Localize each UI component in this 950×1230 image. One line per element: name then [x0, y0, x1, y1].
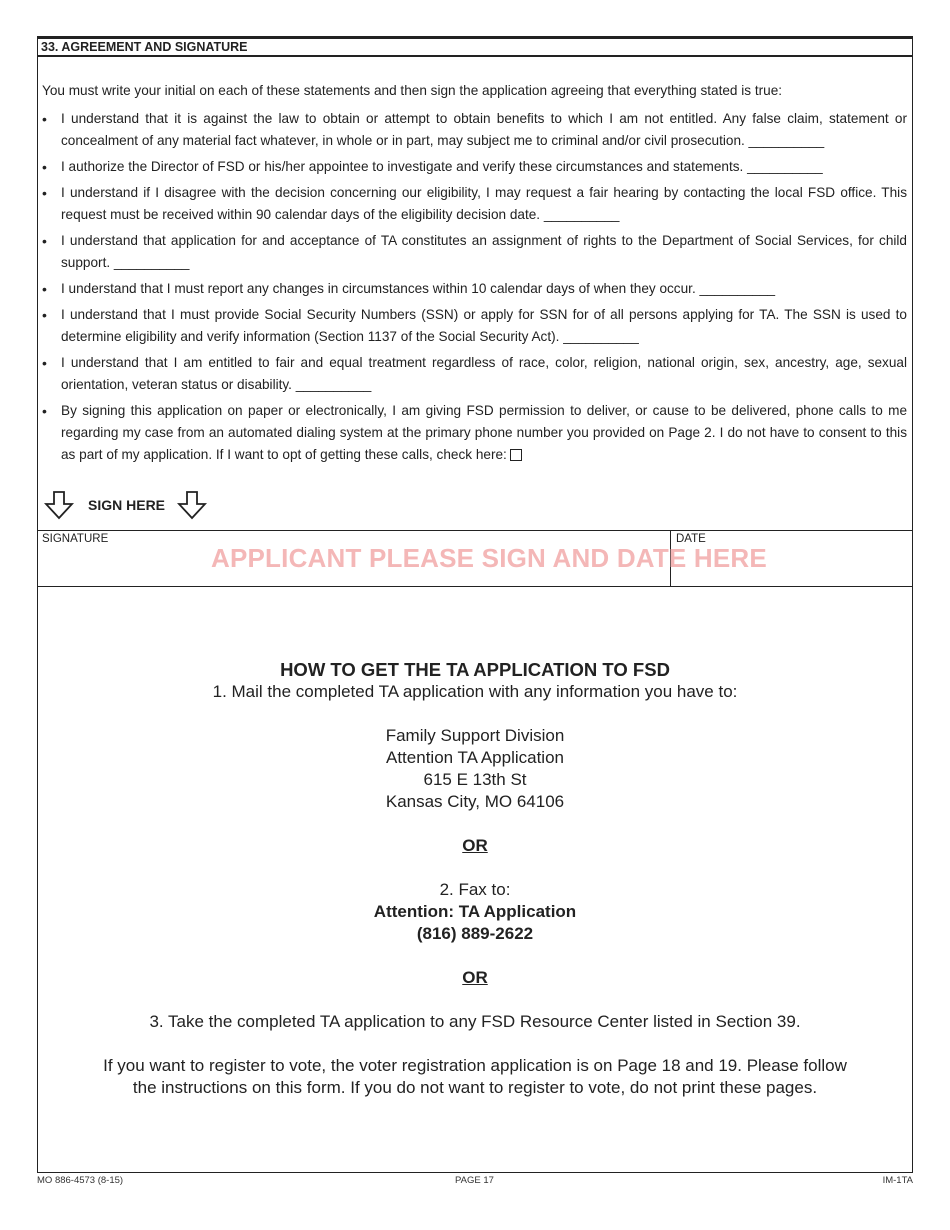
signature-label: SIGNATURE [42, 533, 109, 545]
bullet-icon: • [42, 185, 47, 201]
statement-text: I understand that I must report any changes in circumstances within 10 calendar days of when they occur. __________ [61, 281, 776, 296]
or-separator: OR [462, 968, 488, 987]
address-line: 615 E 13th St [423, 770, 527, 789]
statement-text: I understand that I must provide Social Security Numbers (SSN) or apply for SSN for of all persons applying for TA. The SSN is used to determine eligibility and verify information (Section 1137 of the Social Security Act). __________ [61, 307, 907, 344]
address-line: Attention TA Application [386, 748, 564, 767]
statement-text: By signing this application on paper or electronically, I am giving FSD permission to deliver, or cause to be delivered, phone calls to me regarding my case from an automated dialing system at the primary phone number you provided on Page 2. I do not have to consent to this as part of my application. If I want to opt of getting these calls, check here: [61, 403, 907, 462]
statement-item [38, 352, 910, 396]
statement-item [38, 304, 910, 348]
signature-row [37, 530, 913, 587]
statement-item [38, 400, 910, 466]
address-line: Family Support Division [385, 726, 565, 745]
opt-out-checkbox[interactable] [510, 449, 522, 461]
statement-text: I understand that application for and acceptance of TA constitutes an assignment of rights to the Department of Social Services, for child support. __________ [61, 233, 907, 270]
form-code: IM-1TA [882, 1175, 913, 1186]
address-line: Kansas City, MO 64106 [385, 792, 565, 811]
voter-note: If you want to register to vote, the voter registration application is on Page 18 and 19. Please follow [103, 1056, 847, 1075]
sign-watermark: APPLICANT PLEASE SIGN AND DATE HERE [211, 543, 767, 573]
bullet-icon: • [42, 281, 47, 297]
statement-item [38, 230, 910, 274]
statement-list [38, 108, 910, 470]
statement-item [38, 108, 910, 152]
statement-text: I understand if I disagree with the decision concerning our eligibility, I may request a fair hearing by contacting the local FSD office. This request must be received within 90 calendar days of the eligibility decision date. __________ [61, 185, 907, 222]
sign-here-marker [44, 489, 294, 521]
bullet-icon: • [42, 307, 47, 323]
statement-text: I understand that I am entitled to fair and equal treatment regardless of race, color, religion, national origin, sex, ancestry, age, sexual orientation, veteran status or disability. __________ [61, 355, 907, 392]
sign-here-label: SIGN HERE [88, 497, 166, 513]
fax-step: 2. Fax to: [439, 880, 511, 899]
section-title: 33. AGREEMENT AND SIGNATURE [38, 39, 912, 57]
fax-attention: Attention: TA Application [373, 902, 577, 921]
statement-text: I authorize the Director of FSD or his/her appointee to investigate and verify these circumstances and statements. __________ [61, 159, 823, 174]
submission-instructions [38, 659, 912, 1099]
resource-center-step: 3. Take the completed TA application to any FSD Resource Center listed in Section 39. [149, 1012, 801, 1031]
bullet-icon: • [42, 159, 47, 175]
fax-number: (816) 889-2622 [416, 924, 534, 943]
mail-step: 1. Mail the completed TA application with any information you have to: [212, 682, 738, 701]
date-label: DATE [676, 533, 706, 545]
page-number: PAGE 17 [455, 1175, 494, 1186]
or-separator: OR [462, 836, 488, 855]
bullet-icon: • [42, 111, 47, 127]
bullet-icon: • [42, 233, 47, 249]
statement-item [38, 156, 910, 178]
bullet-icon: • [42, 355, 47, 371]
agreement-section [37, 36, 913, 1173]
statement-item [38, 182, 910, 226]
voter-note: the instructions on this form. If you do not want to register to vote, do not print these pages. [132, 1078, 818, 1097]
statement-item [38, 278, 910, 300]
bullet-icon: • [42, 403, 47, 419]
form-number: MO 886-4573 (8-15) [37, 1175, 124, 1186]
instructions-title: HOW TO GET THE TA APPLICATION TO FSD [280, 659, 670, 680]
intro-text: You must write your initial on each of these statements and then sign the application agreeing that everything stated is true: [42, 83, 783, 98]
down-arrow-icon [177, 490, 207, 520]
down-arrow-icon [44, 490, 74, 520]
statement-text: I understand that it is against the law to obtain or attempt to obtain benefits to which I am not entitled. Any false claim, statement or concealment of any material fact whatever, in whole or in part, may subject me to criminal and/or civil prosecution. __________ [61, 111, 907, 148]
